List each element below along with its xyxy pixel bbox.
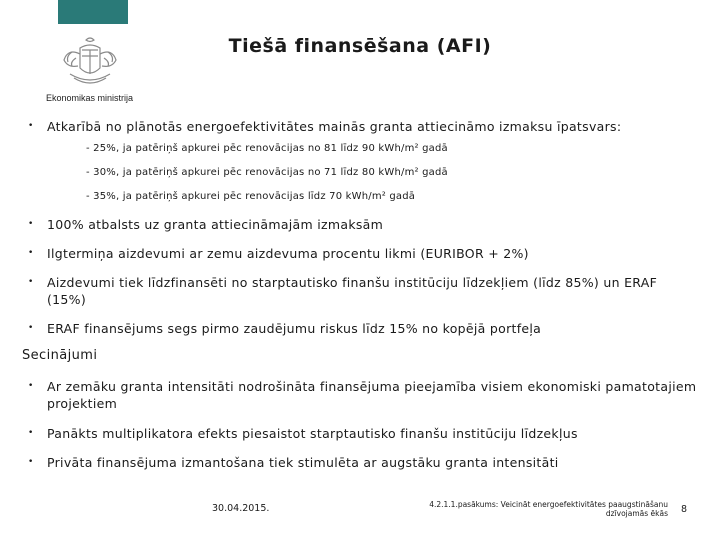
bullet-dot: •	[28, 457, 34, 467]
bullet-dot: •	[28, 381, 34, 391]
footer-activity-line: dzīvojamās ēkās	[605, 509, 668, 518]
conclusions-heading: Secinājumi	[22, 348, 98, 363]
bullet-text: Ilgtermiņa aizdevumi ar zemu aizdevuma procentu likmi (EURIBOR + 2%)	[47, 246, 529, 261]
conclusion-text: Panākts multiplikatora efekts piesaistot starptautisko finanšu institūciju līdzekļus	[47, 426, 578, 441]
ministry-label: Ekonomikas ministrija	[46, 93, 134, 103]
bullet-dot: •	[28, 219, 34, 229]
footer-date: 30.04.2015.	[212, 503, 270, 514]
conclusion-text: Privāta finansējuma izmantošana tiek stimulēta ar augstāku granta intensitāti	[47, 455, 559, 470]
slide-title: Tiešā finansēšana (AFI)	[228, 35, 492, 57]
bullet-dot: •	[28, 428, 34, 438]
bullet-text: 100% atbalsts uz granta attiecināmajām izmaksām	[47, 217, 384, 232]
footer-activity-line: 4.2.1.1.pasākums: Veicināt energoefektivitātes paaugstināšanu	[429, 500, 668, 509]
bullet-text: Aizdevumi tiek līdzfinansēti no starptautisko finanšu institūciju līdzekļiem (līdz 85%) un ERAF (15%)	[47, 275, 658, 307]
footer-activity	[410, 500, 668, 518]
bullet-dot: •	[28, 248, 34, 258]
bullet-text: Atkarībā no plānotās energoefektivitātes mainās granta attiecināmo izmaksu īpatsvars:	[47, 119, 622, 134]
bullet-text: ERAF finansējums segs pirmo zaudējumu riskus līdz 15% no kopējā portfeļa	[47, 321, 542, 336]
page-number: 8	[681, 504, 688, 515]
bullet-dot: •	[28, 323, 34, 333]
sub-item: - 30%, ja patēriņš apkurei pēc renovācijas no 71 līdz 80 kWh/m² gadā	[86, 167, 448, 178]
bullet-dot: •	[28, 277, 34, 287]
sub-item: - 25%, ja patēriņš apkurei pēc renovācijas no 81 līdz 90 kWh/m² gadā	[86, 143, 448, 154]
bullet-dot: •	[28, 121, 34, 131]
sub-item: - 35%, ja patēriņš apkurei pēc renovācijas līdz 70 kWh/m² gadā	[86, 191, 416, 202]
header-color-block	[58, 0, 128, 24]
conclusion-text: Ar zemāku granta intensitāti nodrošināta finansējuma pieejamība visiem ekonomiski pamatotajiem projektiem	[47, 379, 697, 411]
